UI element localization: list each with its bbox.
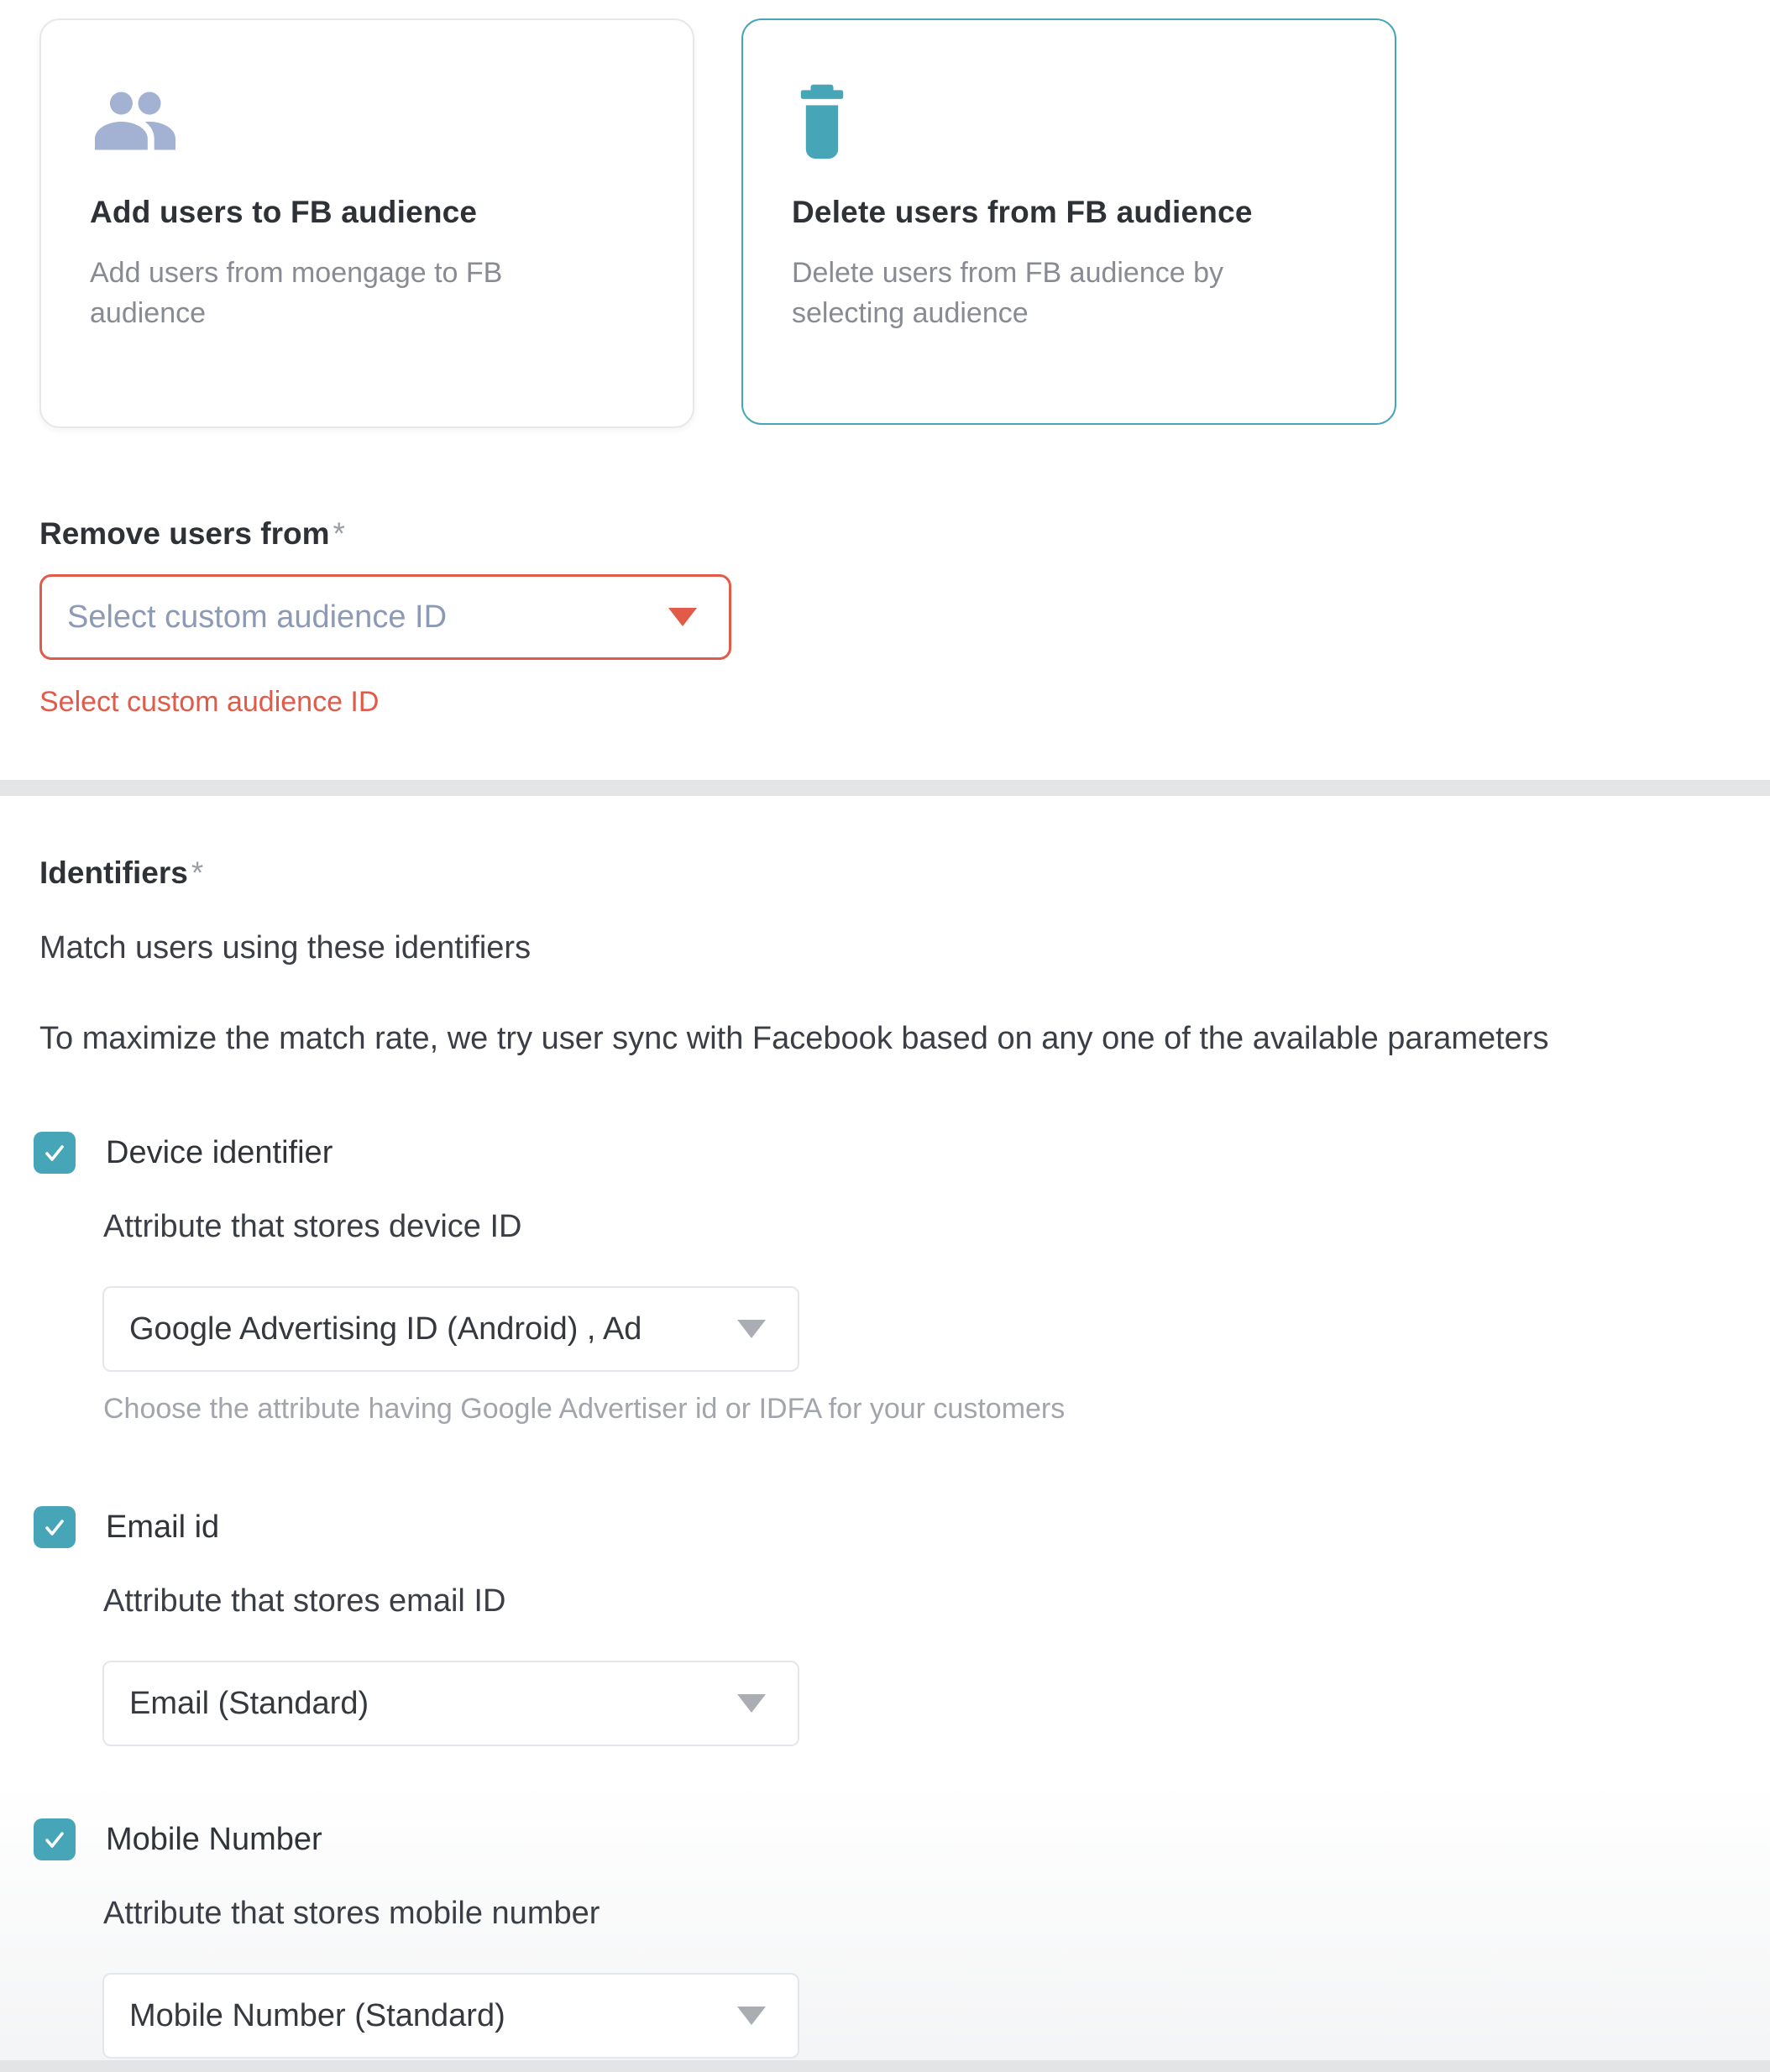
users-icon [90,81,644,161]
mobile-attribute-select-value: Mobile Number (Standard) [129,1997,505,2033]
check-icon [41,1826,68,1853]
device-identifier-label: Device identifier [106,1135,333,1170]
mobile-number-row [34,1818,1770,1860]
device-attribute-select[interactable] [102,1286,799,1372]
device-attribute-label: Attribute that stores device ID [103,1209,522,1244]
email-attribute-select-value: Email (Standard) [129,1685,369,1721]
mobile-attribute-select[interactable] [102,1973,799,2059]
mobile-attribute-label: Attribute that stores mobile number [103,1896,600,1931]
email-id-row [34,1506,1770,1548]
identifier-mobile-block [39,1818,1770,2059]
check-icon [41,1514,68,1541]
custom-audience-select-placeholder: Select custom audience ID [67,599,448,635]
section-divider [0,780,1770,796]
remove-users-label [39,515,1770,552]
identifiers-description: To maximize the match rate, we try user sync with Facebook based on any one of the available parameters [39,1021,1549,1056]
chevron-down-icon [737,1694,766,1713]
custom-audience-select[interactable] [39,574,731,660]
trash-icon [792,81,1346,161]
email-attribute-label: Attribute that stores email ID [103,1583,506,1619]
device-identifier-row [34,1132,1770,1174]
identifiers-heading [39,855,1770,892]
email-id-label: Email id [106,1510,220,1545]
remove-users-field [39,515,1770,719]
mode-card-delete-users[interactable] [741,18,1396,425]
identifier-device-block [39,1132,1770,1426]
required-asterisk: * [191,855,204,890]
chevron-down-icon [737,1320,766,1338]
card-title: Delete users from FB audience [792,195,1253,229]
remove-users-label-text: Remove users from [39,516,330,551]
email-id-checkbox[interactable] [34,1506,76,1548]
chevron-down-icon [737,2007,766,2025]
identifier-email-block [39,1506,1770,1746]
device-identifier-checkbox[interactable] [34,1132,76,1174]
bottom-divider [0,2060,1770,2072]
sync-mode-cards [0,0,1770,428]
card-description: Delete users from FB audience by selecting audience [792,256,1224,329]
identifiers-section [0,855,1770,2059]
check-icon [41,1139,68,1166]
device-attribute-select-value: Google Advertising ID (Android) , Ad [129,1311,642,1347]
chevron-down-icon [668,608,697,626]
mode-card-add-users[interactable] [39,18,694,428]
card-description: Add users from moengage to FB audience [90,256,503,329]
email-attribute-select[interactable] [102,1661,799,1746]
required-asterisk: * [333,516,345,551]
identifiers-subheading: Match users using these identifiers [39,930,532,965]
mobile-number-label: Mobile Number [106,1822,322,1857]
identifiers-heading-text: Identifiers [39,855,188,890]
device-attribute-helper: Choose the attribute having Google Advertiser id or IDFA for your customers [103,1393,1066,1425]
card-title: Add users to FB audience [90,195,478,229]
custom-audience-error-message: Select custom audience ID [39,686,380,718]
mobile-number-checkbox[interactable] [34,1818,76,1860]
